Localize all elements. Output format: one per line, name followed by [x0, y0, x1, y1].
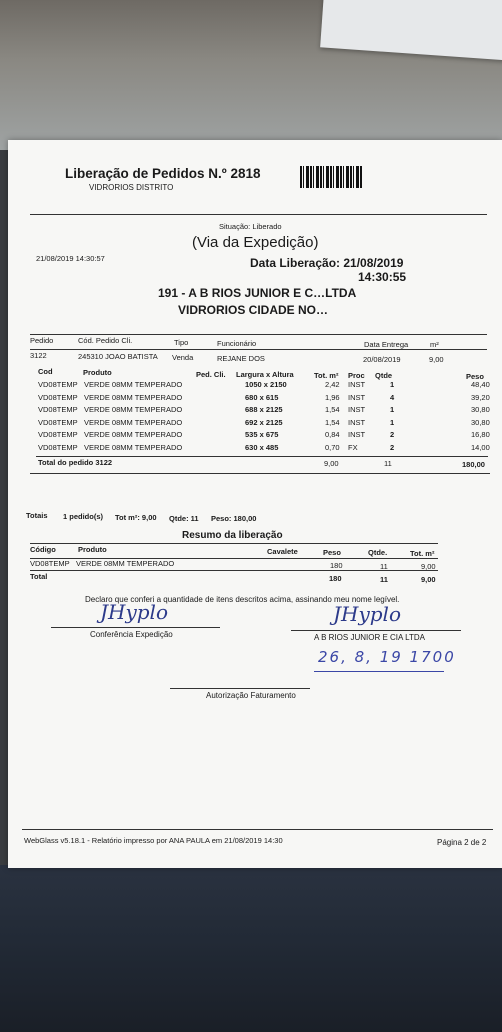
summary-row-weight: 180 [330, 561, 343, 570]
footer-page: Página 2 de 2 [437, 838, 487, 847]
col-dimensions: Largura x Altura [236, 370, 294, 379]
item-dimensions: 535 x 675 [245, 430, 279, 439]
declaration-text: Declaro que conferi a quantidade de itens descritos acima, assinando meu nome legível. [85, 595, 400, 604]
item-produto: VERDE 08MM TEMPERADO [84, 442, 183, 452]
item-qtde: 1 [390, 417, 395, 427]
order-client-code: 245310 JOAO BATISTA [78, 352, 158, 361]
item-dimensions: 680 x 615 [245, 392, 279, 402]
col-cod: Cod [38, 367, 53, 376]
order-total-qty: 11 [384, 459, 392, 468]
item-m2: 1,54 [325, 417, 340, 427]
col-qtde: Qtde [375, 371, 393, 380]
summary-col-weight: Peso [323, 548, 341, 557]
item-m2: 1,54 [325, 405, 340, 414]
order-delivery-date: 20/08/2019 [363, 355, 401, 364]
summary-row-qty: 11 [380, 562, 388, 571]
sign-right-label: A B RIOS JUNIOR E CIA LTDA [314, 633, 425, 642]
handwritten-underline [314, 671, 444, 672]
totals-orders: 1 pedido(s) [63, 512, 104, 521]
sign-left-label: Conferência Expedição [90, 630, 173, 639]
item-proc: INST [348, 392, 366, 402]
item-m2: 1,96 [325, 392, 340, 402]
background-sheet [320, 0, 502, 61]
summary-col-m2: Tot. m² [410, 549, 435, 558]
item-qtde: 2 [390, 442, 395, 452]
item-qtde: 1 [390, 380, 395, 389]
order-label-m2: m² [430, 340, 439, 349]
release-time: 14:30:55 [358, 270, 407, 284]
status-text: Situação: Liberado [219, 222, 282, 231]
col-peso: Peso [466, 372, 484, 381]
item-cod: VD08TEMP [38, 392, 78, 402]
billing-auth-label: Autorização Faturamento [206, 691, 296, 700]
col-tot-m2: Tot. m² [314, 371, 339, 380]
summary-total-label: Total [30, 572, 48, 581]
summary-total-m2: 9,00 [421, 575, 436, 584]
item-proc: INST [348, 380, 366, 389]
item-qtde: 1 [390, 405, 395, 414]
signature-line-left [51, 627, 220, 628]
item-cod: VD08TEMP [38, 430, 78, 439]
order-total-m2: 9,00 [324, 459, 339, 468]
print-date: 21/08/2019 14:30:57 [36, 254, 105, 263]
billing-line [170, 688, 310, 689]
summary-col-rack: Cavalete [267, 547, 298, 556]
summary-total-weight: 180 [329, 574, 342, 583]
totals-m2: Tot m²: 9,00 [115, 513, 157, 522]
item-cod: VD08TEMP [38, 417, 78, 427]
order-employee: REJANE DOS [217, 354, 265, 363]
col-produto: Produto [83, 368, 112, 377]
item-m2: 2,42 [325, 380, 340, 389]
item-peso: 16,80 [471, 430, 490, 439]
via-label: (Via da Expedição) [192, 234, 319, 251]
summary-row-m2: 9,00 [421, 562, 436, 571]
totals-label: Totais [26, 511, 48, 520]
signature-line-right [291, 630, 461, 631]
barcode-icon [300, 166, 362, 188]
item-produto: VERDE 08MM TEMPERADO [84, 430, 183, 439]
document-page [8, 140, 502, 868]
item-cod: VD08TEMP [38, 405, 78, 414]
summary-col-product: Produto [78, 545, 107, 554]
item-produto: VERDE 08MM TEMPERADO [84, 380, 183, 389]
item-cod: VD08TEMP [38, 442, 78, 452]
item-peso: 14,00 [471, 442, 490, 452]
footer-divider [22, 829, 493, 830]
release-date: Data Liberação: 21/08/2019 [250, 256, 404, 270]
item-peso: 39,20 [471, 392, 490, 402]
item-peso: 30,80 [471, 405, 490, 414]
divider [30, 214, 487, 215]
summary-row-product: VERDE 08MM TEMPERADO [76, 559, 175, 568]
order-m2: 9,00 [429, 355, 444, 364]
item-m2: 0,84 [325, 430, 340, 439]
customer-name: 191 - A B RIOS JUNIOR E C…LTDA [158, 286, 357, 300]
divider [30, 473, 490, 474]
divider [30, 349, 487, 350]
document-title: Liberação de Pedidos N.º 2818 [65, 166, 261, 181]
item-dimensions: 692 x 2125 [245, 417, 283, 427]
order-label-client-code: Cód. Pedido Cli. [78, 336, 133, 345]
totals-qty: Qtde: 11 [169, 514, 199, 523]
divider [30, 543, 438, 544]
item-dimensions: 1050 x 2150 [245, 380, 287, 389]
item-proc: INST [348, 405, 366, 414]
item-dimensions: 688 x 2125 [245, 405, 283, 414]
order-label-delivery: Data Entrega [364, 340, 409, 349]
item-produto: VERDE 08MM TEMPERADO [84, 405, 183, 414]
item-peso: 48,40 [471, 380, 490, 389]
order-label-pedido: Pedido [30, 336, 54, 345]
item-m2: 0,70 [325, 442, 340, 452]
background-fabric [0, 865, 502, 1032]
divider [30, 570, 438, 571]
divider [36, 456, 488, 457]
order-label-type: Tipo [174, 338, 189, 347]
signature-left: JHyplo [100, 600, 168, 624]
item-proc: FX [348, 442, 358, 452]
summary-col-qty: Qtde. [368, 548, 388, 557]
order-number: 3122 [30, 351, 47, 360]
item-peso: 30,80 [471, 417, 490, 427]
col-proc: Proc [348, 371, 365, 380]
customer-subname: VIDRORIOS CIDADE NO… [178, 303, 329, 317]
item-proc: INST [348, 430, 366, 439]
order-type: Venda [172, 353, 194, 362]
summary-total-qty: 11 [380, 575, 388, 584]
background-top [0, 0, 502, 150]
item-qtde: 4 [390, 392, 395, 402]
handwritten-date: 26, 8, 19 1700 [318, 648, 456, 666]
company-name: VIDRORIOS DISTRITO [89, 183, 174, 192]
summary-col-code: Código [30, 545, 56, 554]
item-produto: VERDE 08MM TEMPERADO [84, 392, 183, 402]
footer-left: WebGlass v5.18.1 - Relatório impresso por ANA PAULA em 21/08/2019 14:30 [24, 836, 283, 845]
item-qtde: 2 [390, 430, 395, 439]
order-total-weight: 180,00 [462, 460, 485, 469]
order-total-label: Total do pedido 3122 [38, 458, 113, 467]
item-cod: VD08TEMP [38, 380, 78, 389]
divider [30, 334, 487, 335]
item-proc: INST [348, 417, 366, 427]
col-ped-cli: Ped. Cli. [196, 370, 226, 379]
item-produto: VERDE 08MM TEMPERADO [84, 417, 183, 427]
summary-title: Resumo da liberação [182, 530, 283, 541]
order-label-employee: Funcionário [217, 339, 257, 348]
summary-row-code: VD08TEMP [30, 559, 70, 568]
totals-weight: Peso: 180,00 [211, 514, 257, 523]
item-dimensions: 630 x 485 [245, 442, 279, 452]
signature-right: JHyplo [333, 602, 401, 626]
